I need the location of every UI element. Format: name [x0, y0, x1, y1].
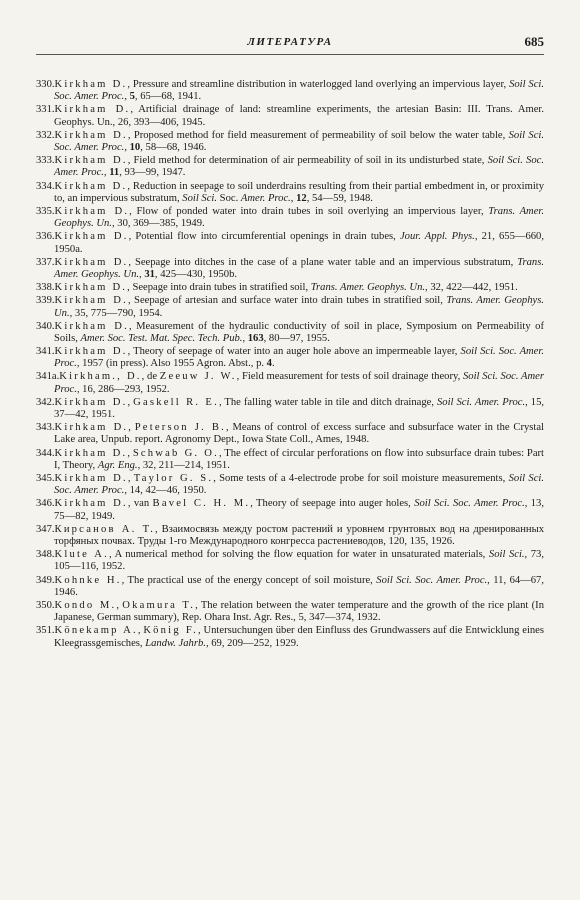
reference-number: 348.	[36, 549, 55, 561]
reference-number: 331.	[36, 104, 55, 116]
reference-number: 332.	[36, 129, 55, 141]
author-name: Kirkham D.	[54, 79, 128, 90]
reference-entry	[36, 498, 544, 523]
reference-text: , 425—430, 1950b.	[154, 269, 238, 281]
reference-text: , The practical use of the energy concept of soil moisture,	[121, 574, 377, 586]
reference-text: , 30, 369—385, 1949.	[111, 218, 205, 230]
reference-text: , Proposed method for field measurement of permeability of soil below the water table,	[127, 129, 509, 141]
reference-text: , 80—97, 1955.	[263, 332, 330, 344]
page-number: 685	[524, 34, 544, 49]
header-title: ЛИТЕРАТУРА	[247, 36, 333, 48]
reference-entry	[36, 422, 544, 447]
reference-entry	[36, 473, 544, 498]
reference-number: 343.	[36, 422, 55, 434]
reference-text: , A numerical method for solving the flow equation for water in unsaturated materials,	[108, 549, 489, 561]
author-name: Kirkham D.	[54, 180, 128, 192]
reference-entry	[36, 321, 544, 346]
reference-number: 350.	[36, 599, 55, 611]
reference-number: 337.	[36, 256, 55, 268]
reference-number: 340.	[36, 320, 55, 332]
reference-text: , Seepage into ditches in the case of a plane water table and an impervious substratum,	[128, 256, 518, 268]
reference-number: 330.	[36, 79, 55, 90]
reference-text: ,	[128, 422, 135, 434]
author-name: Кирсанов А. Т.	[54, 523, 156, 535]
author-name: Kirkham D.	[54, 447, 128, 459]
reference-text: , Some tests of a 4-electrode probe for soil moisture measurements,	[213, 472, 509, 484]
journal-title: Amer. Proc.	[240, 192, 291, 204]
volume-number: 31	[144, 269, 155, 281]
reference-number: 341a.	[36, 371, 60, 383]
reference-text: , The effect of circular perforations on flow into subsurface drain tubes: Part I, Theory,	[54, 447, 544, 471]
reference-text: , Seepage of artesian and surface water into drain tubes in stratified soil,	[127, 295, 447, 307]
reference-number: 346.	[36, 498, 55, 510]
reference-text: ,	[127, 472, 134, 484]
reference-text: ,	[137, 625, 144, 637]
reference-number: 344.	[36, 447, 55, 459]
reference-number: 333.	[36, 155, 55, 167]
reference-text: , Potential flow into circumferential openings in drain tubes,	[128, 231, 400, 243]
reference-text: , Measurement of the hydraulic conductivity of soil in place, Symposium on Permeability of Soils,	[54, 320, 544, 344]
reference-text: , Взаимосвязь между ростом растений и уровнем грунтовых вод на дренированных торфяных почвах. Труды 1-го Международного конгресса растениеводов, 120, 135, 1926.	[54, 523, 544, 548]
volume-number: 5	[129, 91, 135, 103]
reference-entry	[36, 448, 544, 473]
volume-number: 10	[129, 142, 141, 154]
reference-text: , Pressure and streamline distribution in waterlogged land overlying an impervious layer,	[127, 79, 510, 90]
reference-text: ,	[124, 142, 130, 154]
reference-entry	[36, 130, 544, 155]
author-name: Kohnke H.	[54, 574, 122, 586]
reference-entry	[36, 625, 544, 650]
reference-entry	[36, 206, 544, 231]
reference-number: 347.	[36, 523, 55, 535]
journal-title: Trans. Amer. Geophys. Un.	[54, 256, 544, 281]
journal-title: Amer. Soc. Test. Mat. Spec. Tech. Pub.	[80, 332, 243, 344]
reference-entry	[36, 397, 544, 422]
reference-number: 335.	[36, 205, 55, 217]
reference-entry	[36, 575, 544, 600]
reference-text: , Artificial drainage of land: streamline experiments, the artesian Basin: III. Trans. Amer. Geophys. Un., 26, 393—406, 1945.	[54, 104, 545, 128]
author-name: Klute A.	[54, 549, 109, 561]
volume-number: 12	[296, 192, 307, 204]
journal-title: Landw. Jahrb.	[145, 637, 206, 649]
journal-title: Agr. Eng.	[97, 459, 138, 471]
reference-text: , 32, 422—442, 1951.	[425, 282, 518, 294]
reference-entry	[36, 104, 544, 129]
reference-text: Soc.	[217, 192, 241, 204]
reference-entry	[36, 257, 544, 282]
reference-text: , 58—68, 1946.	[140, 142, 207, 154]
reference-text: , 73, 105—116, 1952.	[54, 549, 544, 573]
volume-number: 11	[109, 167, 120, 179]
journal-title: Jour. Appl. Phys.	[399, 231, 475, 243]
author-name: Kirhkam D.	[54, 422, 129, 434]
author-name: Kirkham D.	[54, 231, 129, 243]
journal-title: Soil Sci.	[182, 192, 218, 204]
reference-text: , The falling water table in tile and ditch drainage,	[218, 396, 437, 408]
author-name: Gaskell R. E.	[133, 396, 219, 408]
reference-entry	[36, 231, 544, 256]
author-name: Kirkham D.	[54, 104, 131, 116]
reference-text: ,	[116, 599, 123, 611]
journal-title: Soil Sci. Soc. Amer. Proc.	[376, 574, 488, 586]
reference-text: , 16, 286—293, 1952.	[76, 383, 170, 395]
reference-text: , 21, 655—660, 1950a.	[54, 231, 544, 255]
reference-text: , 15, 37—42, 1951.	[54, 396, 545, 421]
reference-text: , Field method for determination of air permeability of soil in its undisturbed state,	[127, 155, 488, 167]
reference-text: , Theory of seepage of water into an auger hole above an impermeable layer,	[127, 346, 461, 357]
reference-text: , Reduction in seepage to soil underdrains resulting from their partial embedment in, or proximity to, an impervious substratum,	[54, 180, 544, 204]
reference-text: , Untersuchungen über den Einfluss des Grundwassers auf die Entwicklung eines Kleegrassgemisches,	[54, 625, 545, 649]
reference-text: ,	[242, 332, 248, 344]
reference-text: ,	[290, 192, 297, 204]
journal-title: Trans. Amer. Geophys. Un.	[54, 205, 544, 230]
author-name: Kirkham D.	[54, 498, 128, 510]
reference-number: 338.	[36, 282, 55, 294]
reference-entry	[36, 79, 544, 104]
reference-text: ,	[139, 269, 145, 281]
reference-entry	[36, 346, 544, 371]
reference-number: 349.	[36, 574, 55, 586]
journal-title: Soil Sci. Soc. Amer. Proc.	[54, 155, 545, 179]
reference-entry	[36, 549, 544, 574]
author-name: Kirkham D.	[54, 396, 128, 408]
reference-entry	[36, 155, 544, 180]
author-name: Schwab G. O.	[132, 447, 219, 459]
reference-entry	[36, 524, 544, 549]
reference-text: , Theory of seepage into auger holes,	[250, 498, 415, 510]
reference-text: , 1957 (in press). Also 1955 Agron. Abst., p.	[76, 358, 267, 370]
reference-text: , 65—68, 1941.	[134, 91, 202, 103]
reference-list	[36, 79, 544, 650]
author-name: Kirkham D.	[54, 129, 128, 141]
author-name: Kirkham., D.	[59, 371, 142, 383]
reference-text: .	[271, 358, 275, 370]
reference-text: , de	[141, 371, 160, 383]
author-name: Kondo M.	[54, 599, 117, 611]
reference-entry	[36, 600, 544, 625]
reference-text: , van	[127, 498, 153, 510]
reference-text: ,	[127, 447, 133, 459]
journal-title: Soil Sci. Soc. Amer. Proc.	[54, 346, 544, 370]
reference-number: 334.	[36, 180, 55, 192]
reference-text: , 32, 211—214, 1951.	[137, 459, 230, 471]
reference-entry	[36, 295, 544, 320]
reference-entry	[36, 282, 544, 294]
reference-text: , 69, 209—252, 1929.	[205, 637, 299, 649]
reference-text: , 11, 64—67, 1946.	[54, 574, 544, 598]
reference-number: 339.	[36, 295, 55, 307]
author-name: Kirkham D.	[54, 155, 128, 167]
volume-number: 163	[247, 332, 264, 344]
reference-number: 341.	[36, 346, 55, 357]
reference-text: , Flow of ponded water into drain tubes in soil overlying an impervious layer,	[129, 205, 489, 217]
journal-title: Soil Sci. Soc. Amer Proc.	[54, 371, 545, 395]
reference-entry	[36, 181, 544, 206]
reference-text: , Seepage into drain tubes in stratified soil,	[127, 282, 311, 294]
journal-title: Soil Sci. Soc. Amer. Proc.	[54, 129, 545, 154]
reference-text: ,	[127, 396, 134, 408]
reference-text: , 93—99, 1947.	[119, 167, 186, 179]
running-header	[36, 32, 544, 55]
reference-number: 345.	[36, 472, 55, 484]
author-name: Taylor G. S.	[133, 472, 214, 484]
author-name: Kirkham D.	[54, 282, 128, 294]
author-name: Könekamp A.	[54, 625, 138, 637]
author-name: Kirkham D.	[54, 472, 128, 484]
reference-number: 336.	[36, 231, 55, 243]
author-name: Zeeuw J. W.	[159, 371, 237, 383]
reference-entry	[36, 371, 544, 396]
author-name: Okamura T.	[122, 599, 196, 611]
reference-text: , The relation between the water temperature and the growth of the rice plant (In Japanese, German summary), Rep. Ohara Inst. Agr. Res., 5, 347—374, 1932.	[54, 599, 545, 624]
reference-text: , 54—59, 1948.	[306, 192, 373, 204]
volume-number: 4	[266, 358, 272, 370]
reference-text: , Field measurement for tests of soil drainage theory,	[236, 371, 463, 383]
author-name: Peterson J. B.	[134, 422, 227, 434]
reference-number: 351.	[36, 625, 55, 637]
reference-text: , Means of control of excess surface and subsurface water in the Crystal Lake area, Unpub. report. Agronomy Dept., Iowa State Coll., Ames, 1948.	[54, 422, 544, 446]
author-name: Kirkham D.	[54, 320, 129, 332]
author-name: Bavel C. H. M.	[152, 498, 251, 510]
reference-text: ,	[124, 91, 130, 103]
reference-number: 342.	[36, 396, 55, 408]
author-name: Kirkham D.	[54, 256, 129, 268]
journal-title: Trans. Amer. Geophys. Un.	[54, 295, 544, 319]
journal-title: Soil Sci. Amer. Proc.	[436, 396, 526, 408]
reference-text: ,	[103, 167, 110, 179]
reference-text: , 35, 775—790, 1954.	[69, 307, 163, 319]
author-name: Kirkham D.	[54, 346, 128, 357]
author-name: Kirkham D.	[54, 295, 128, 307]
journal-title: Soil Sci. Soc. Amer. Proc.	[54, 472, 544, 497]
reference-text: , 14, 42—46, 1950.	[124, 485, 207, 497]
author-name: Kirkham D.	[54, 205, 130, 217]
journal-title: Soil Sci.	[488, 549, 525, 561]
journal-title: Soil Sci. Soc. Amer. Proc.	[54, 79, 544, 103]
journal-title: Trans. Amer. Geophys. Un.	[310, 282, 426, 294]
author-name: König F.	[143, 625, 198, 637]
journal-title: Soil Sci. Soc. Amer. Proc.	[414, 498, 525, 510]
reference-text: , 13, 75—82, 1949.	[54, 498, 545, 522]
